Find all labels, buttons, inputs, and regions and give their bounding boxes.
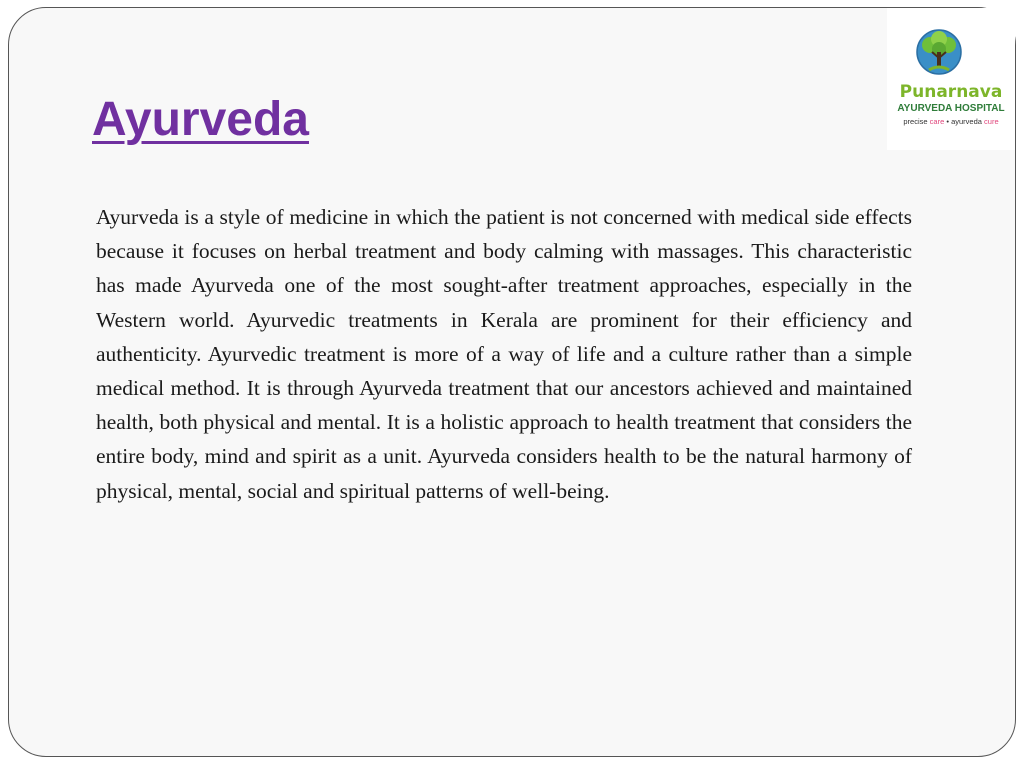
hospital-logo bbox=[887, 8, 1015, 150]
tree-icon bbox=[915, 28, 963, 80]
logo-tagline: precise care • ayurveda cure bbox=[903, 117, 999, 126]
logo-name: Punarnava bbox=[899, 82, 1003, 102]
slide-title: Ayurveda bbox=[92, 93, 309, 146]
logo-subtitle: AYURVEDA HOSPITAL bbox=[897, 103, 1005, 114]
slide-body-text: Ayurveda is a style of medicine in which the patient is not concerned with medical side effects because it focuses on herbal treatment and body calming with massages. This characteristic has made Ayurveda one of the most sought-after treatment approaches, especially in the Western world. Ayurvedic treatments in Kerala are prominent for their efficiency and authenticity. Ayurvedic treatment is more of a way of life and a culture rather than a simple medical method. It is through Ayurveda treatment that our ancestors achieved and maintained health, both physical and mental. It is a holistic approach to health treatment that considers the entire body, mind and spirit as a unit. Ayurveda considers health to be the natural harmony of physical, mental, social and spiritual patterns of well-being. bbox=[96, 205, 912, 503]
